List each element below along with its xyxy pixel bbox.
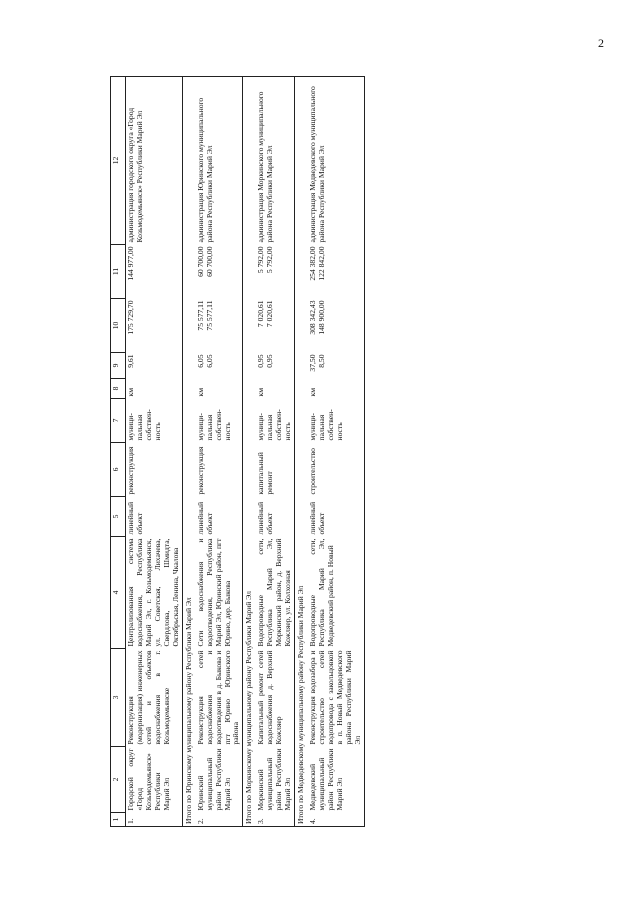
subtotal-row — [182, 77, 195, 827]
cost-total-cell-value — [136, 301, 145, 351]
cost-subsidy-cell-value: 5 792,00 — [265, 246, 275, 274]
project-name-cell: Реконструкция (модернизация) инженерных сетей и объектов водоснабжения в г. Козьмодемьянске — [126, 650, 171, 745]
work-type-cell: реконструкция — [195, 446, 205, 495]
cost-subsidy-cell-value: 60 700,00 — [204, 246, 214, 277]
table-row — [126, 77, 183, 827]
cost-total-cell-value: 308 342,43 — [308, 300, 318, 335]
table-row — [308, 77, 364, 827]
unit-cell: км — [256, 388, 266, 397]
cost-subsidy-cell-value: 144 977,00 — [126, 246, 135, 281]
col-header: 12 — [111, 77, 126, 245]
table-row — [256, 77, 294, 827]
cost-total-cell-value: 148 900,00 — [317, 300, 327, 335]
capacity-cell-value: 0,95 — [256, 354, 266, 368]
location-cell: Водопроводные сети, Республика Марий Эл, Медведевский район, п. Новый — [308, 537, 364, 649]
cost-subsidy-cell-value: 254 382,00 — [308, 246, 318, 281]
ownership-cell: муници-пальная собствен-ность — [195, 409, 232, 441]
capacity-cell-value: 6,05 — [195, 354, 205, 368]
object-type-cell: линейный объект — [308, 497, 364, 537]
cost-total-cell — [308, 299, 364, 353]
cost-total-cell — [196, 299, 243, 353]
location-cell: Водопроводные сети, Республика Марий Эл, Моркинский район, д. Верхний Кожляер, ул. Колхозная — [256, 538, 293, 647]
col-header: 9 — [111, 353, 126, 379]
cost-subsidy-cell — [308, 245, 364, 299]
cost-total-cell-value: 7 020,61 — [256, 300, 266, 328]
object-type-cell: линейный объект — [195, 501, 214, 535]
table-row — [196, 77, 243, 827]
subtotal-label: Итого по Медведевскому муниципальному району Республики Марий Эл — [295, 77, 308, 827]
project-name-cell: Реконструкция сетей водоснабжения и водоотведения в д. Быкова и пгт Юрино Юринского района — [195, 650, 241, 745]
cost-subsidy-cell-value: 60 700,00 — [195, 246, 205, 277]
subtotal-row — [295, 77, 308, 827]
capacity-cell-value: 9,61 — [126, 354, 135, 368]
col-header: 1 — [111, 813, 126, 827]
unit-cell: км — [126, 388, 135, 397]
administrator-cell: администрация Юринского муниципального района Республики Марий Эл — [196, 77, 243, 245]
cost-subsidy-cell — [126, 245, 183, 299]
row-number: 4. — [308, 813, 364, 827]
object-type-cell: линейный объект — [256, 501, 275, 535]
col-header: 3 — [111, 649, 126, 747]
subtotal-row — [243, 77, 256, 827]
col-header: 10 — [111, 299, 126, 353]
capacity-cell-value: 6,05 — [204, 354, 214, 368]
ownership-cell: муници-пальная собствен-ность — [256, 409, 293, 441]
work-type-cell: капитальный ремонт — [256, 452, 275, 495]
capacity-cell-value: 37,50 — [308, 354, 318, 372]
work-type-cell: реконструкция — [126, 446, 135, 495]
col-header: 7 — [111, 399, 126, 443]
subtotal-label: Итого по Юринскому муниципальному району Республики Марий Эл — [182, 77, 195, 827]
project-name-cell: Реконструкция водозабора и строительство сетей водопровода с закольцовкой в п. Новый Медведевского района Республики Марий Эл — [308, 649, 364, 747]
cost-total-cell-value: 175 729,70 — [126, 300, 135, 335]
col-header: 8 — [111, 379, 126, 399]
capacity-cell-value: 8,50 — [317, 354, 327, 368]
row-number: 2. — [196, 813, 243, 827]
document-table-rotated — [110, 77, 510, 827]
investment-table — [110, 76, 365, 827]
capacity-cell — [126, 353, 183, 379]
cost-subsidy-cell — [256, 245, 294, 299]
cost-total-cell — [256, 299, 294, 353]
cost-total-cell-value: 7 020,61 — [265, 300, 275, 328]
work-type-cell: строительство — [308, 443, 364, 497]
cost-subsidy-cell-value: 122 842,00 — [317, 246, 327, 281]
municipality-cell: Юринский муниципальный район Республики Марий Эл — [195, 748, 232, 811]
col-header: 4 — [111, 537, 126, 649]
location-cell: Сети водоснабжения и водоотведения, Республика Марий Эл, Юринский район, пгт Юрино, дер. Быкова — [195, 538, 232, 647]
page-number: 2 — [598, 36, 604, 50]
unit-cell: км — [195, 388, 205, 397]
row-number: 3. — [256, 813, 294, 827]
administrator-cell: администрация городского округа «Город Козьмодемьянск» Республики Марий Эл — [126, 77, 183, 245]
cost-subsidy-cell — [196, 245, 243, 299]
ownership-cell: муници-пальная собствен-ность — [308, 399, 364, 443]
cost-subsidy-cell-value: 5 792,00 — [256, 246, 266, 274]
municipality-cell: Городской округ «Город Козьмодемьянск» Республики Марий Эл — [126, 748, 171, 811]
ownership-cell: муници-пальная собствен-ность — [126, 409, 162, 441]
col-header: 6 — [111, 443, 126, 497]
capacity-cell — [196, 353, 243, 379]
capacity-cell-value: 0,95 — [265, 354, 275, 368]
row-number: 1. — [126, 813, 183, 827]
unit-cell: км — [308, 379, 364, 399]
header-row — [111, 77, 126, 827]
cost-total-cell — [126, 299, 183, 353]
col-header: 5 — [111, 497, 126, 537]
col-header: 2 — [111, 747, 126, 813]
project-name-cell: Капитальный ремонт сетей водоснабжения д. Верхний Кожляер — [256, 650, 284, 745]
subtotal-label: Итого по Моркинскому муниципальному району Республики Марий Эл — [243, 77, 256, 827]
capacity-cell — [308, 353, 364, 379]
cost-total-cell-value: 75 577,11 — [204, 300, 214, 331]
cost-subsidy-cell-value — [136, 247, 145, 297]
capacity-cell — [256, 353, 294, 379]
capacity-cell-value — [136, 355, 145, 377]
cost-total-cell-value: 75 577,11 — [195, 300, 205, 331]
municipality-cell: Моркинский муниципальный район Республики Марий Эл — [256, 748, 293, 811]
object-type-cell: линейный объект — [126, 501, 144, 535]
col-header: 11 — [111, 245, 126, 299]
administrator-cell: администрация Моркинского муниципального района Республики Марий Эл — [256, 77, 294, 245]
location-cell: Централизованная система водоснабжения, Республика Марий Эл, г. Козьмодемьянск, ул. Советская, Лихачева, Свердлова, Шмидта, Октябрьская, Ленина, Чкалова — [126, 538, 180, 647]
administrator-cell: администрация Медведевского муниципального района Республики Марий Эл — [308, 77, 364, 245]
municipality-cell: Медведевский муниципальный район Республики Марий Эл — [308, 747, 364, 813]
